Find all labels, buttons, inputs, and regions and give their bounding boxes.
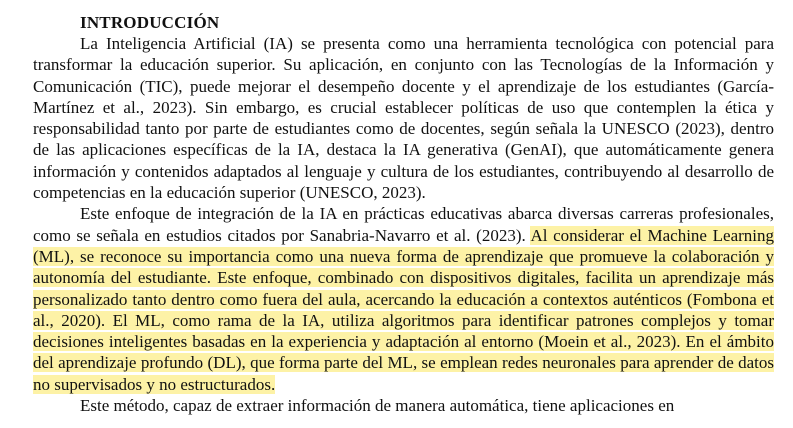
paragraph-3: Este método, capaz de extraer información de manera automática, tiene aplicaciones en xyxy=(80,396,675,416)
section-heading: INTRODUCCIÓN xyxy=(80,13,220,32)
document-page xyxy=(33,12,774,416)
paragraph-1: La Inteligencia Artificial (IA) se presenta como una herramienta tecnológica con potencial para transformar la educación superior. Su aplicación, en conjunto con las Tecnologías de la Información y Comunicación (TIC), puede mejorar el desempeño docente y el aprendizaje de los estudiantes (García-Martínez et al., 2023). Sin embargo, es crucial establecer políticas de uso que contemplen la ética y responsabilidad tanto por parte de estudiantes como de docentes, según señala la UNESCO (2023), dentro de las aplicaciones específicas de la IA, destaca la IA generativa (GenAI), que automáticamente genera información y contenidos adaptados al lenguaje y cultura de los estudiantes, contribuyendo al desarrollo de competencias en la educación superior (UNESCO, 2023). xyxy=(33,34,774,203)
paragraph-2-plain-text: Este enfoque de integración de la IA en prácticas educativas abarca diversas carreras profesionales, como se señala en estudios citados por Sanabria-Navarro et al. (2023). xyxy=(33,204,774,245)
paragraph-2 xyxy=(33,203,774,395)
highlighted-text: Al considerar el Machine Learning (ML), se reconoce su importancia como una nueva forma de aprendizaje que promueve la colaboración y autonomía del estudiante. Este enfoque, combinado con dispositivos digitales, facilita un aprendizaje más personalizado tanto dentro como fuera del aula, acercando la educación a contextos auténticos (Fombona et al., 2020). El ML, como rama de la IA, utiliza algoritmos para identificar patrones complejos y tomar decisiones inteligentes basadas en la experiencia y adaptación al entorno (Moein et al., 2023). En el ámbito del aprendizaje profundo (DL), que forma parte del ML, se emplean redes neuronales para aprender de datos no supervisados y no estructurados. xyxy=(33,225,774,394)
